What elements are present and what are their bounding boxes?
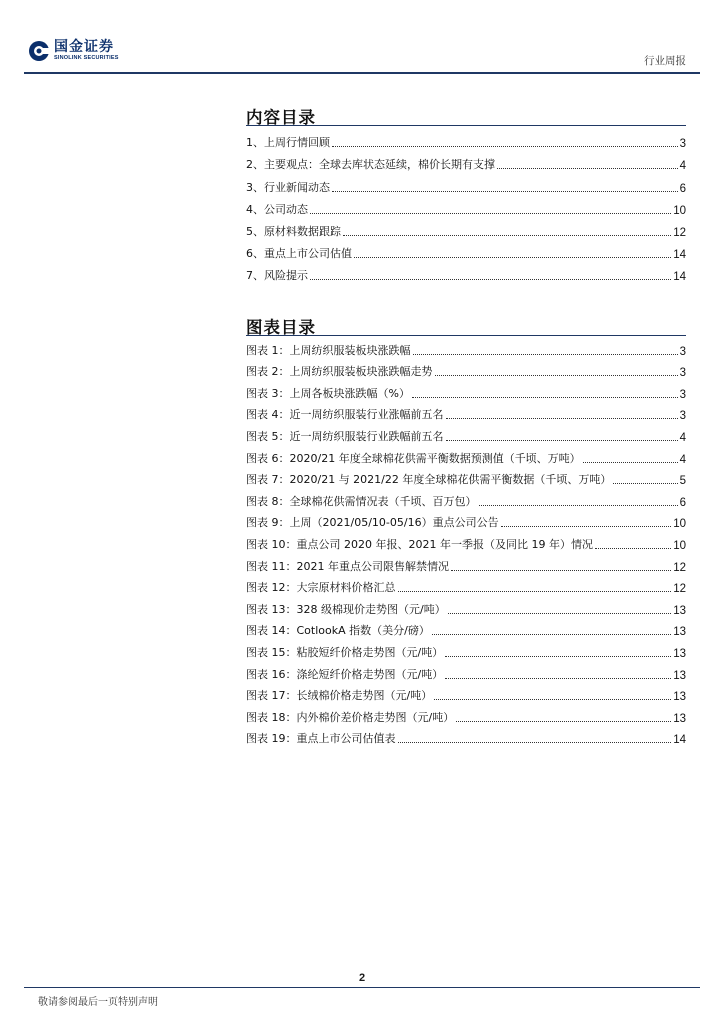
figure-entry-label: 图表 17：长绒棉价格走势图（元/吨） <box>246 689 433 703</box>
toc-leader <box>432 634 671 635</box>
toc-entry-page: 14 <box>673 249 686 262</box>
figure-entry-page: 4 <box>679 431 686 444</box>
figure-entry-page: 13 <box>673 626 686 639</box>
figure-entry-page: 12 <box>673 561 686 574</box>
page-header <box>0 0 724 80</box>
toc-entry[interactable] <box>246 217 686 239</box>
toc-leader <box>446 440 678 441</box>
toc-entry[interactable] <box>246 261 686 283</box>
page-number: 2 <box>358 972 366 984</box>
report-type: 行业周报 <box>644 55 686 67</box>
figure-entry[interactable] <box>246 336 686 358</box>
toc-entry-label: 7、风险提示 <box>246 269 308 283</box>
figure-entry-label: 图表 6：2020/21 年度全球棉花供需平衡数据预测值（千顷、万吨） <box>246 451 581 465</box>
toc-entry-label: 2、主要观点：全球去库状态延续，棉价长期有支撑 <box>246 158 495 172</box>
figure-entry-label: 图表 9：上周（2021/05/10-05/16）重点公司公告 <box>246 516 499 530</box>
figure-entry[interactable] <box>246 574 686 596</box>
figure-entry-page: 13 <box>673 669 686 682</box>
footer-divider <box>24 987 700 988</box>
toc-leader <box>354 257 671 258</box>
toc-entry-page: 6 <box>679 182 686 195</box>
figure-entry-label: 图表 5：近一周纺织服装行业跌幅前五名 <box>246 429 444 443</box>
footer-disclaimer: 敬请参阅最后一页特别声明 <box>38 997 158 1008</box>
figure-entry-page: 13 <box>673 712 686 725</box>
figure-entry-label: 图表 15：粘胶短纤价格走势图（元/吨） <box>246 645 444 659</box>
company-logo <box>28 40 119 62</box>
toc-leader <box>310 279 671 280</box>
toc-entry-page: 3 <box>679 138 686 151</box>
figure-entry-label: 图表 1：上周纺织服装板块涨跌幅 <box>246 343 411 357</box>
toc-entry[interactable] <box>246 239 686 261</box>
figure-entry-page: 10 <box>673 518 686 531</box>
figure-entry-label: 图表 13：328 级棉现价走势图（元/吨） <box>246 602 446 616</box>
figure-entry[interactable] <box>246 444 686 466</box>
figure-entry-page: 13 <box>673 691 686 704</box>
logo-chinese-name: 国金证券 <box>54 39 114 56</box>
toc-leader <box>445 678 671 679</box>
figure-entry-page: 5 <box>679 475 686 488</box>
toc-entry[interactable] <box>246 128 686 150</box>
toc-leader <box>497 168 678 169</box>
figure-entry-label: 图表 19：重点上市公司估值表 <box>246 732 396 746</box>
contents-title: 内容目录 <box>246 108 316 127</box>
figure-entry[interactable] <box>246 487 686 509</box>
toc-entry-page: 10 <box>673 204 686 217</box>
toc-leader <box>332 191 678 192</box>
toc-leader <box>435 375 678 376</box>
figure-entry-page: 6 <box>679 496 686 509</box>
toc-entry-label: 1、上周行情回顾 <box>246 136 330 150</box>
figure-entry-label: 图表 10：重点公司 2020 年报、2021 年一季报（及同比 19 年）情况 <box>246 537 593 551</box>
toc-leader <box>413 354 678 355</box>
figure-entry[interactable] <box>246 401 686 423</box>
figure-entry-label: 图表 4：近一周纺织服装行业涨幅前五名 <box>246 408 444 422</box>
toc-entry-label: 3、行业新闻动态 <box>246 180 330 194</box>
figure-entry-label: 图表 2：上周纺织服装板块涨跌幅走势 <box>246 365 433 379</box>
toc-entry-page: 12 <box>673 226 686 239</box>
figure-entry[interactable] <box>246 530 686 552</box>
toc-entry-page: 14 <box>673 271 686 284</box>
toc-leader <box>613 483 677 484</box>
figure-entry[interactable] <box>246 379 686 401</box>
figure-entry-page: 3 <box>679 410 686 423</box>
figure-entry-label: 图表 11：2021 年重点公司限售解禁情况 <box>246 559 449 573</box>
figures-list <box>246 336 686 746</box>
toc-leader <box>310 213 671 214</box>
figure-entry-page: 3 <box>679 345 686 358</box>
figure-entry[interactable] <box>246 358 686 380</box>
figure-entry-label: 图表 12：大宗原材料价格汇总 <box>246 581 396 595</box>
figure-entry-page: 12 <box>673 583 686 596</box>
toc-entry[interactable] <box>246 150 686 172</box>
logo-mark-icon <box>28 40 50 62</box>
toc-entry-label: 5、原材料数据跟踪 <box>246 224 341 238</box>
toc-leader <box>456 721 671 722</box>
figure-entry[interactable] <box>246 703 686 725</box>
contents-title-rule <box>246 125 686 126</box>
toc-entry-label: 6、重点上市公司估值 <box>246 247 352 261</box>
figure-entry-label: 图表 7：2020/21 与 2021/22 年度全球棉花供需平衡数据（千顷、万吨） <box>246 473 612 487</box>
figure-entry-page: 3 <box>679 367 686 380</box>
toc-leader <box>501 526 672 527</box>
figure-entry[interactable] <box>246 660 686 682</box>
figure-entry-page: 13 <box>673 647 686 660</box>
figure-entry[interactable] <box>246 422 686 444</box>
figure-entry-page: 4 <box>679 453 686 466</box>
figure-entry[interactable] <box>246 617 686 639</box>
toc-entry[interactable] <box>246 172 686 194</box>
toc-entry-label: 4、公司动态 <box>246 202 308 216</box>
figure-entry-page: 10 <box>673 539 686 552</box>
toc-leader <box>451 570 671 571</box>
figure-entry[interactable] <box>246 466 686 488</box>
toc-entry-page: 4 <box>679 160 686 173</box>
toc-leader <box>595 548 671 549</box>
figure-entry[interactable] <box>246 595 686 617</box>
toc-entry[interactable] <box>246 195 686 217</box>
toc-leader <box>343 235 671 236</box>
toc-leader <box>479 505 678 506</box>
toc-leader <box>445 656 671 657</box>
figure-entry[interactable] <box>246 725 686 747</box>
figure-entry[interactable] <box>246 638 686 660</box>
toc-leader <box>448 613 672 614</box>
toc-leader <box>332 146 678 147</box>
figure-entry-page: 14 <box>673 734 686 747</box>
figure-entry-label: 图表 8：全球棉花供需情况表（千顷、百万包） <box>246 494 477 508</box>
toc-leader <box>583 462 678 463</box>
toc-leader <box>446 418 678 419</box>
toc-leader <box>398 591 672 592</box>
logo-english-name: SINOLINK SECURITIES <box>54 55 119 62</box>
figure-entry-page: 13 <box>673 604 686 617</box>
figure-entry-page: 3 <box>679 388 686 401</box>
figure-entry-label: 图表 3：上周各板块涨跌幅（%） <box>246 386 410 400</box>
figure-entry-label: 图表 18：内外棉价差价格走势图（元/吨） <box>246 710 455 724</box>
figure-entry[interactable] <box>246 682 686 704</box>
figure-entry[interactable] <box>246 552 686 574</box>
figure-entry[interactable] <box>246 509 686 531</box>
toc-leader <box>412 397 678 398</box>
header-divider <box>24 72 700 74</box>
figure-entry-label: 图表 14：CotlookA 指数（美分/磅） <box>246 624 430 638</box>
figures-title: 图表目录 <box>246 318 316 337</box>
figure-entry-label: 图表 16：涤纶短纤价格走势图（元/吨） <box>246 667 444 681</box>
toc-leader <box>434 699 671 700</box>
contents-list <box>246 128 686 283</box>
toc-leader <box>398 742 672 743</box>
